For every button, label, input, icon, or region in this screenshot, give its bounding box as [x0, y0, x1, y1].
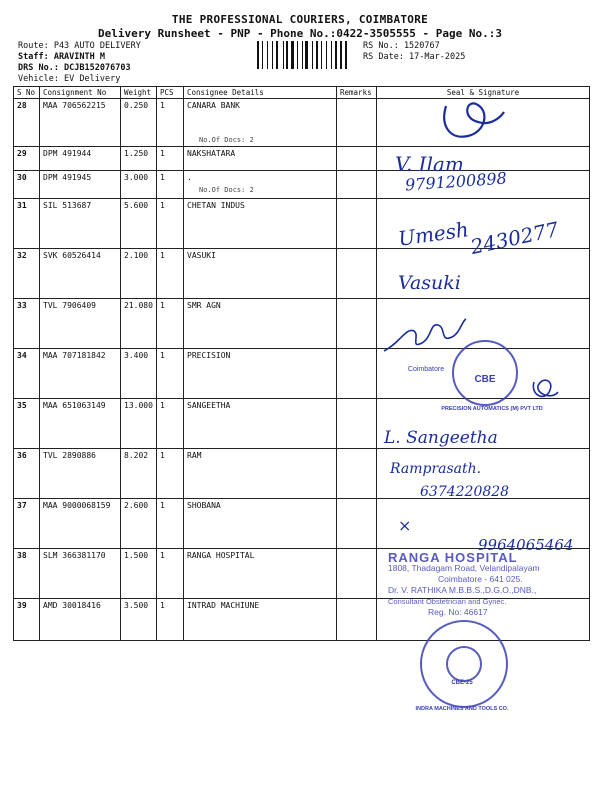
cell-remarks [337, 147, 377, 171]
cell-consignment [40, 99, 121, 147]
barcode-bar [269, 41, 271, 69]
barcode-bar [321, 41, 322, 69]
barcode-bar [276, 41, 278, 69]
cell-sno [14, 349, 40, 399]
cell-seal [377, 199, 590, 249]
cell-seal [377, 249, 590, 299]
cell-consignee-text: NAKSHATARA [187, 149, 236, 158]
barcode-bar [316, 41, 318, 69]
table-row [14, 199, 590, 249]
cell-seal [377, 171, 590, 199]
col-seal-signature: Seal & Signature [377, 87, 590, 99]
barcode-bar [264, 41, 267, 69]
table-row [14, 249, 590, 299]
cell-pcs-text: 1 [160, 351, 165, 360]
cell-sno-text: 39 [17, 601, 27, 610]
cell-seal [377, 99, 590, 147]
cell-pcs [157, 599, 184, 641]
handwriting-row37-phone: 9964065464 [478, 536, 574, 554]
staff-label: Staff: ARAVINTH M [18, 52, 105, 62]
cell-consignee [184, 199, 337, 249]
cell-consignment-text: TVL 2890886 [43, 451, 96, 460]
handwriting-row32: Vasuki [398, 272, 461, 294]
cell-remarks [337, 349, 377, 399]
precision-seal-center: CBE [474, 374, 496, 385]
barcode-bar [302, 41, 303, 69]
cell-weight [121, 249, 157, 299]
cell-sno-text: 30 [17, 173, 27, 182]
cell-consignee [184, 99, 337, 147]
cell-consignment [40, 449, 121, 499]
col-consignment: Consignment No [40, 87, 121, 99]
cell-seal [377, 147, 590, 171]
cell-consignee [184, 249, 337, 299]
barcode-bar [279, 41, 282, 69]
cell-sno [14, 99, 40, 147]
cell-consignment-text: MAA 707181842 [43, 351, 106, 360]
barcode-bar [283, 41, 284, 69]
cell-consignment [40, 171, 121, 199]
barcode-bar [257, 41, 259, 69]
cell-pcs-text: 1 [160, 501, 165, 510]
cell-consignment [40, 399, 121, 449]
cell-pcs [157, 249, 184, 299]
precision-seal-city: Coimbatore [407, 366, 445, 373]
cell-weight [121, 299, 157, 349]
cell-pcs [157, 299, 184, 349]
cell-weight [121, 199, 157, 249]
cell-pcs-text: 1 [160, 251, 165, 260]
cell-weight [121, 399, 157, 449]
table-row [14, 99, 590, 147]
precision-seal-ring: PRECISION AUTOMATICS (M) PVT LTD [441, 406, 543, 412]
handwriting-row36-phone: 6374220828 [420, 484, 510, 500]
barcode-bar [319, 41, 320, 69]
cell-remarks [337, 399, 377, 449]
cell-sno-text: 38 [17, 551, 27, 560]
barcode-bar [272, 41, 273, 69]
barcode-bar [345, 41, 347, 69]
cell-consignment-text: MAA 9000068159 [43, 501, 111, 510]
cell-consignment [40, 349, 121, 399]
cell-weight-text: 13.000 [124, 401, 153, 410]
barcode-bar [343, 41, 344, 69]
route-label: Route: P43 AUTO DELIVERY [18, 41, 141, 51]
cell-remarks [337, 199, 377, 249]
vehicle-label: Vehicle: EV Delivery [18, 74, 121, 84]
cell-consignee-text: SMR AGN [187, 301, 221, 310]
ranga-name: RANGA HOSPITAL [388, 550, 518, 565]
cell-remarks [337, 299, 377, 349]
intrad-seal-inner [446, 646, 482, 682]
ranga-reg: Reg. No: 46617 [428, 607, 488, 617]
cell-sno [14, 449, 40, 499]
rs-info [363, 41, 465, 63]
cell-remarks [337, 249, 377, 299]
cell-seal [377, 449, 590, 499]
barcode-bar [297, 41, 298, 69]
cell-consignee-text: CANARA BANK [187, 101, 240, 110]
cell-sno-text: 29 [17, 149, 27, 158]
handwriting-row36: Ramprasath. [390, 461, 482, 477]
barcode-bar [333, 41, 334, 69]
cell-sno-text: 33 [17, 301, 27, 310]
cell-remarks [337, 549, 377, 599]
cell-pcs-text: 1 [160, 451, 165, 460]
ranga-address: 1808, Thadagam Road, Velandipalayam [388, 563, 540, 573]
cell-consignee-text: SANGEETHA [187, 401, 231, 410]
col-sno: S No [14, 87, 40, 99]
barcode-bar [335, 41, 337, 69]
docs-count: No.Of Docs: 2 [199, 186, 254, 194]
cell-pcs-text: 1 [160, 101, 165, 110]
cell-pcs [157, 147, 184, 171]
barcode-bar [286, 41, 288, 69]
cell-remarks [337, 171, 377, 199]
cell-weight-text: 0.250 [124, 101, 149, 110]
cell-consignee [184, 349, 337, 399]
cell-sno-text: 35 [17, 401, 27, 410]
cell-pcs-text: 1 [160, 601, 165, 610]
cell-consignee [184, 147, 337, 171]
barcode-bar [267, 41, 268, 69]
cell-weight-text: 8.202 [124, 451, 149, 460]
cell-consignment-text: DPM 491944 [43, 149, 92, 158]
barcode-bar [291, 41, 294, 69]
cell-consignment [40, 249, 121, 299]
runsheet-subtitle: Delivery Runsheet - PNP - Phone No.:0422-3505555 - Page No.:3 [98, 27, 502, 40]
cell-weight-text: 1.250 [124, 149, 149, 158]
barcode [257, 41, 349, 69]
cell-weight [121, 499, 157, 549]
cell-weight [121, 599, 157, 641]
col-details: Consignee Details [184, 87, 337, 99]
cell-weight [121, 449, 157, 499]
cell-pcs-text: 1 [160, 201, 165, 210]
cell-sno [14, 499, 40, 549]
cell-pcs-text: 1 [160, 401, 165, 410]
cell-weight [121, 147, 157, 171]
cell-consignment-text: SVK 60526414 [43, 251, 101, 260]
cell-sno-text: 36 [17, 451, 27, 460]
ranga-hospital-stamp [388, 552, 600, 618]
cell-consignment-text: MAA 651063149 [43, 401, 106, 410]
cell-consignment-text: AMD 30018416 [43, 601, 101, 610]
ranga-role: Consultant Obstetrician and Gynec. [388, 597, 507, 606]
cell-sno-text: 32 [17, 251, 27, 260]
col-weight: Weight [121, 87, 157, 99]
cell-sno [14, 171, 40, 199]
barcode-bar [262, 41, 263, 69]
cell-pcs [157, 199, 184, 249]
cell-weight-text: 2.100 [124, 251, 149, 260]
cell-consignee [184, 299, 337, 349]
rs-number: RS No.: 1520767 [363, 41, 440, 51]
intrad-seal-ring: INDRA MACHINES AND TOOLS CO. [415, 706, 509, 712]
cell-consignee [184, 399, 337, 449]
cell-sno-text: 31 [17, 201, 27, 210]
cell-sno-text: 28 [17, 101, 27, 110]
table-row [14, 449, 590, 499]
cell-pcs-text: 1 [160, 173, 165, 182]
cell-sno [14, 549, 40, 599]
barcode-bar [260, 41, 261, 69]
table-row [14, 299, 590, 349]
table-header-row [14, 87, 590, 99]
cell-consignee [184, 599, 337, 641]
cell-weight [121, 349, 157, 399]
ranga-doctor: Dr. V. RATHIKA M.B.B.S.,D.G.O.,DNB., [388, 585, 537, 595]
cell-consignment-text: SIL 513687 [43, 201, 92, 210]
barcode-bar [304, 41, 305, 69]
cell-consignment [40, 499, 121, 549]
cell-consignment [40, 549, 121, 599]
handwriting-row29-phone: 9791200898 [404, 168, 508, 195]
barcode-bar [348, 41, 349, 69]
barcode-bar [299, 41, 301, 69]
cell-sno-text: 37 [17, 501, 27, 510]
cell-consignment-text: TVL 7906409 [43, 301, 96, 310]
cell-consignee-text: INTRAD MACHIUNE [187, 601, 260, 610]
cell-consignee-text: VASUKI [187, 251, 216, 260]
cell-weight [121, 549, 157, 599]
barcode-bar [326, 41, 327, 69]
cell-consignment [40, 599, 121, 641]
cell-weight-text: 5.600 [124, 201, 149, 210]
cell-pcs [157, 99, 184, 147]
cell-sno [14, 147, 40, 171]
cell-consignment [40, 147, 121, 171]
barcode-bar [274, 41, 275, 69]
barcode-bar [331, 41, 332, 69]
intrad-seal-center: CBE-25 [451, 680, 473, 686]
table-row [14, 171, 590, 199]
cell-pcs-text: 1 [160, 551, 165, 560]
cell-consignee [184, 449, 337, 499]
barcode-bar [285, 41, 286, 69]
cell-remarks [337, 99, 377, 147]
barcode-bar [312, 41, 313, 69]
barcode-bar [323, 41, 326, 69]
cell-weight-text: 1.500 [124, 551, 149, 560]
cell-consignee-text: RANGA HOSPITAL [187, 551, 255, 560]
cell-remarks [337, 599, 377, 641]
cell-pcs [157, 349, 184, 399]
barcode-bar [289, 41, 290, 69]
cell-weight-text: 3.500 [124, 601, 149, 610]
barcode-bar [328, 41, 330, 69]
cell-consignee [184, 171, 337, 199]
handwriting-row31-number: 2430277 [468, 217, 561, 259]
cell-weight [121, 171, 157, 199]
cell-consignee-text: CHETAN INDUS [187, 201, 245, 210]
cell-consignee [184, 549, 337, 599]
cell-weight [121, 99, 157, 147]
cell-remarks [337, 499, 377, 549]
handwriting-row35: L. Sangeetha [384, 428, 498, 448]
cell-pcs-text: 1 [160, 301, 165, 310]
cell-sno [14, 599, 40, 641]
cell-consignment-text: DPM 491945 [43, 173, 92, 182]
cell-sno [14, 299, 40, 349]
cell-weight-text: 21.080 [124, 301, 153, 310]
cell-sno [14, 199, 40, 249]
barcode-bar [340, 41, 343, 69]
route-info [18, 41, 141, 85]
cell-pcs [157, 171, 184, 199]
cell-pcs [157, 549, 184, 599]
col-pcs: PCS [157, 87, 184, 99]
barcode-bar [314, 41, 315, 69]
cell-consignee-text: . [187, 173, 192, 182]
cell-pcs-text: 1 [160, 149, 165, 158]
cell-pcs [157, 449, 184, 499]
col-remarks: Remarks [337, 87, 377, 99]
barcode-bar [338, 41, 339, 69]
ranga-city: Coimbatore - 641 025. [438, 574, 523, 584]
cell-seal [377, 499, 590, 549]
cell-sno [14, 399, 40, 449]
cell-consignment-text: MAA 706562215 [43, 101, 106, 110]
handwriting-row31: Umesh [396, 217, 471, 251]
cell-consignee-text: SHOBANA [187, 501, 221, 510]
precision-seal [452, 340, 518, 406]
cell-pcs [157, 399, 184, 449]
cell-consignee [184, 499, 337, 549]
cell-weight-text: 2.600 [124, 501, 149, 510]
cell-remarks [337, 449, 377, 499]
cell-consignee-text: RAM [187, 451, 202, 460]
cell-consignment [40, 199, 121, 249]
cell-consignment-text: SLM 366381170 [43, 551, 106, 560]
barcode-bar [305, 41, 308, 69]
cell-pcs [157, 499, 184, 549]
rs-date: RS Date: 17-Mar-2025 [363, 52, 466, 62]
table-row [14, 147, 590, 171]
cell-consignment [40, 299, 121, 349]
barcode-bar [309, 41, 311, 69]
company-title: THE PROFESSIONAL COURIERS, COIMBATORE [171, 13, 429, 26]
drs-number: DRS No.: DCJB152076703 [18, 63, 131, 73]
barcode-bar [295, 41, 296, 69]
handwriting-row37-mark: × [398, 516, 412, 535]
table-row [14, 499, 590, 549]
cell-sno [14, 249, 40, 299]
cell-weight-text: 3.000 [124, 173, 149, 182]
handwriting-row29: V. Ilam [395, 152, 464, 176]
cell-sno-text: 34 [17, 351, 27, 360]
cell-consignee-text: PRECISION [187, 351, 231, 360]
docs-count: No.Of Docs: 2 [199, 136, 254, 144]
cell-weight-text: 3.400 [124, 351, 149, 360]
